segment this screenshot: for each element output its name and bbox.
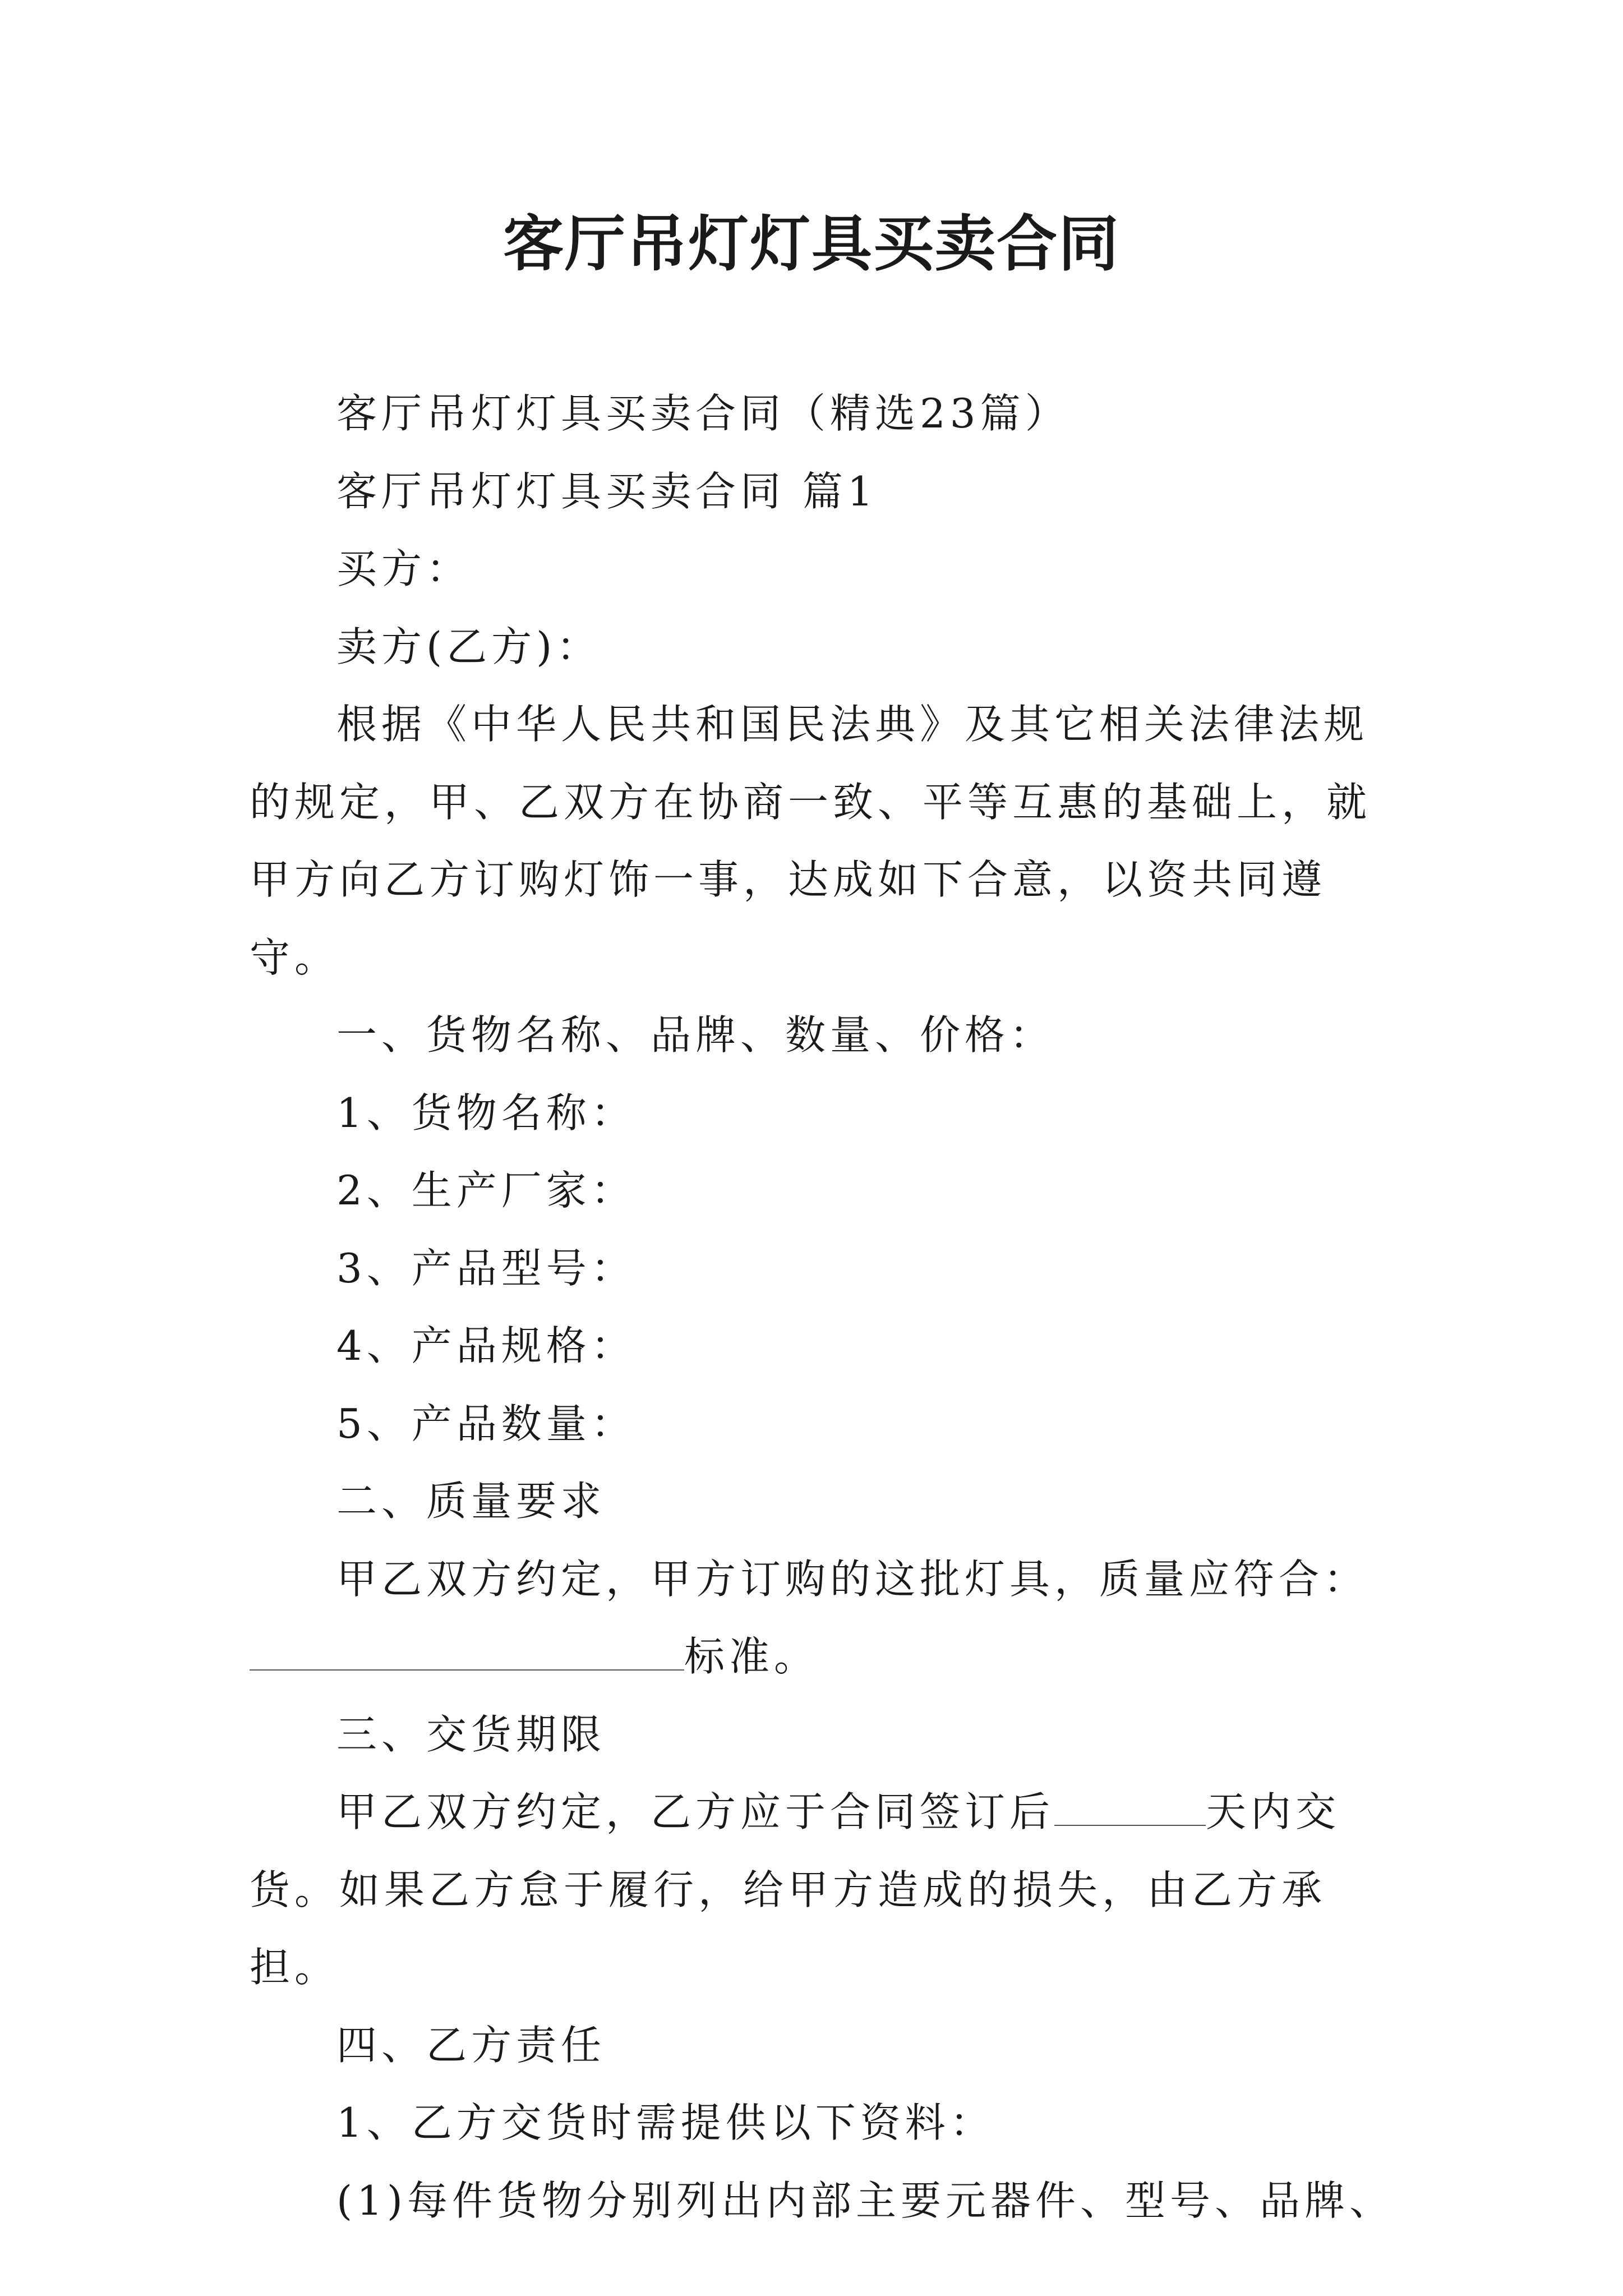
delivery-days-blank: [1054, 1792, 1206, 1826]
clause1-item-3: 3、产品型号：: [336, 1244, 636, 1292]
clause2-text-a: 甲乙双方约定，甲方订购的这批灯具，质量应符合：: [336, 1555, 1369, 1603]
clause2-heading: 二、质量要求: [336, 1478, 606, 1525]
clause2-text-b: 标准。: [684, 1633, 819, 1680]
document-title: 客厅吊灯灯具买卖合同: [502, 209, 1120, 279]
clause1-item-2: 2、生产厂家：: [336, 1167, 636, 1214]
clause1-heading: 一、货物名称、品牌、数量、价格：: [336, 1011, 1055, 1059]
clause2-text: [250, 1540, 1388, 1618]
clause3-heading: 三、交货期限: [336, 1710, 606, 1758]
buyer-label: 买方：: [336, 545, 472, 592]
section-heading: 客厅吊灯灯具买卖合同 篇1: [336, 467, 878, 515]
clause2-blank-line: [250, 1618, 1388, 1696]
clause1-item-5: 5、产品数量：: [336, 1400, 636, 1447]
clause4-item-1-sub-1: (1)每件货物分别列出内部主要元器件、型号、品牌、: [336, 2177, 1394, 2224]
quality-standard-blank: [250, 1637, 684, 1671]
clause3-text-a: 甲乙双方约定，乙方应于合同签订后: [336, 1788, 1055, 1835]
intro-paragraph: 根据《中华人民共和国民法典》及其它相关法律法规的规定，甲、乙双方在协商一致、平等互惠的基础上，就甲方向乙方订购灯饰一事，达成如下合意，以资共同遵守。: [250, 701, 1372, 981]
subtitle: 客厅吊灯灯具买卖合同（精选23篇）: [336, 390, 1070, 437]
clause1-item-4: 4、产品规格：: [336, 1322, 636, 1369]
document-body: [250, 375, 1394, 2239]
clause3-text-b: 天内交货。如果乙方怠于履行，给甲方造成的损失，由乙方承担。: [250, 1788, 1341, 1991]
clause4-item-1: 1、乙方交货时需提供以下资料：: [336, 2099, 995, 2146]
seller-label: 卖方(乙方)：: [336, 623, 602, 670]
clause4-heading: 四、乙方责任: [336, 2021, 606, 2069]
clause3-text: [250, 1773, 1388, 2007]
clause1-item-1: 1、货物名称：: [336, 1089, 636, 1137]
